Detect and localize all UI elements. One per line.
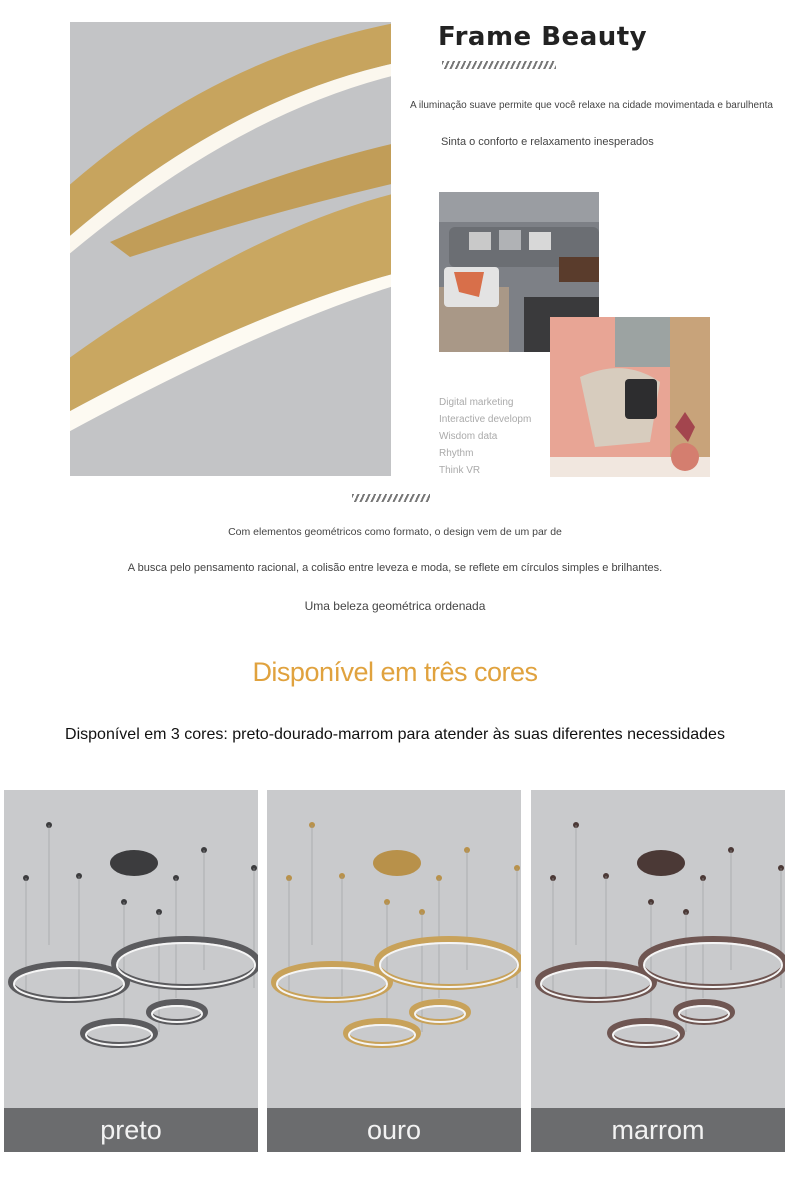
chandelier-preto-image	[4, 790, 258, 1108]
hero-ring-image	[70, 22, 391, 476]
section-divider	[352, 494, 430, 502]
title-divider	[442, 61, 556, 69]
colors-heading: Disponível em três cores	[252, 657, 538, 687]
variant-preto	[4, 790, 258, 1152]
variant-marrom	[531, 790, 785, 1152]
list-item: Digital marketing	[439, 397, 514, 408]
chandelier-ouro-image	[267, 790, 521, 1108]
variant-label: marrom	[531, 1108, 785, 1152]
list-item: Rhythm	[439, 448, 474, 459]
page-title: Frame Beauty	[438, 22, 648, 52]
armchair-photo	[550, 317, 710, 477]
design-line-2: A busca pelo pensamento racional, a colisão entre leveza e moda, se reflete em círculos simples e brilhantes.	[127, 562, 663, 574]
list-item: Wisdom data	[439, 431, 498, 442]
intro-line-2: Sinta o conforto e relaxamento inesperados	[441, 136, 654, 148]
list-item: Think VR	[439, 465, 481, 476]
chandelier-marrom-image	[531, 790, 785, 1108]
variant-label: ouro	[267, 1108, 521, 1152]
variant-ouro	[267, 790, 521, 1152]
variant-label: preto	[4, 1108, 258, 1152]
list-item: Interactive developm	[439, 414, 532, 425]
intro-line-1: A iluminação suave permite que você relaxe na cidade movimentada e barulhenta	[410, 100, 773, 111]
colors-subheading: Disponível em 3 cores: preto-dourado-marrom para atender às suas diferentes necessidades	[65, 726, 725, 743]
design-line-3: Uma beleza geométrica ordenada	[304, 599, 486, 613]
design-line-1: Com elementos geométricos como formato, o design vem de um par de	[228, 526, 562, 538]
